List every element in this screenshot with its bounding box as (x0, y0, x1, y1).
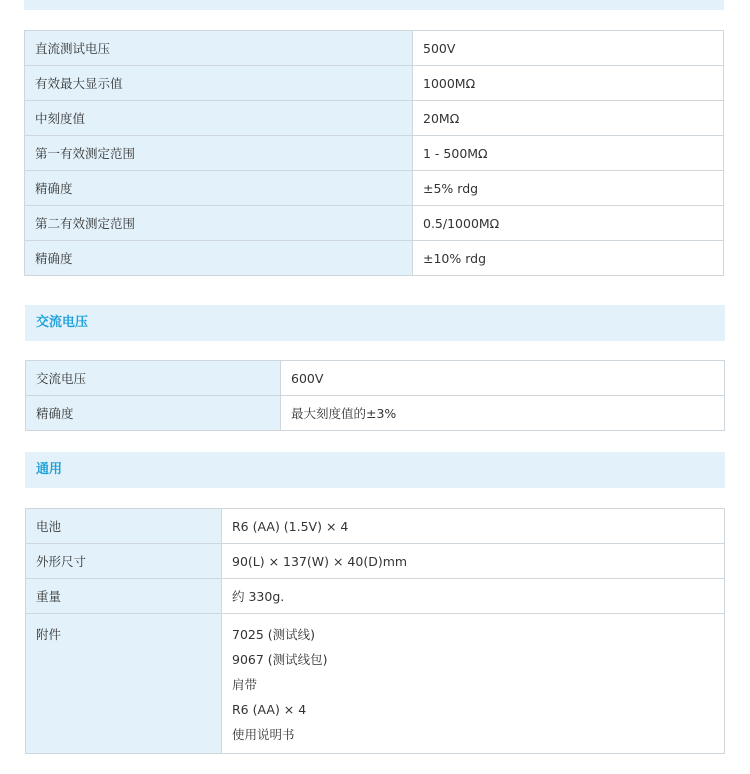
spec-value: 90(L) × 137(W) × 40(D)mm (222, 544, 725, 579)
spec-value: 1000MΩ (413, 66, 724, 101)
table-row (25, 136, 724, 171)
spec-value: 0.5/1000MΩ (413, 206, 724, 241)
spec-label: 精确度 (25, 241, 413, 276)
spec-label: 直流测试电压 (25, 31, 413, 66)
spec-value: 20MΩ (413, 101, 724, 136)
table-row (25, 66, 724, 101)
ac-voltage-table (25, 360, 725, 431)
spec-value: R6 (AA) (1.5V) × 4 (222, 509, 725, 544)
list-item: R6 (AA) × 4 (232, 702, 307, 717)
dc-voltage-table (24, 30, 724, 276)
accessories-list (222, 614, 725, 754)
table-row (25, 241, 724, 276)
list-item: 7025 (测试线) (232, 627, 316, 642)
table-row (26, 361, 725, 396)
spec-value: ±5% rdg (413, 171, 724, 206)
spec-label: 精确度 (25, 171, 413, 206)
spec-label: 重量 (26, 579, 222, 614)
table-row (26, 544, 725, 579)
section-title-ac-voltage: 交流电压 (25, 305, 725, 341)
list-item: 9067 (测试线包) (232, 652, 328, 667)
spec-value: 600V (281, 361, 725, 396)
spec-value: ±10% rdg (413, 241, 724, 276)
spec-label: 交流电压 (26, 361, 281, 396)
spec-label: 中刻度值 (25, 101, 413, 136)
table-row (26, 509, 725, 544)
table-row (25, 31, 724, 66)
spec-value: 500V (413, 31, 724, 66)
section-title-general: 通用 (25, 452, 725, 488)
table-row (25, 101, 724, 136)
spec-value: 最大刻度值的±3% (281, 396, 725, 431)
general-table (25, 508, 725, 754)
table-row (26, 396, 725, 431)
list-item: 肩带 (232, 677, 258, 692)
spec-value: 1 - 500MΩ (413, 136, 724, 171)
table-row (25, 171, 724, 206)
spec-label: 有效最大显示值 (25, 66, 413, 101)
accessories-label: 附件 (36, 627, 62, 642)
spec-label: 外形尺寸 (26, 544, 222, 579)
spec-label: 精确度 (26, 396, 281, 431)
section-header-cut (24, 0, 724, 10)
list-item: 使用说明书 (232, 727, 295, 742)
spec-label: 第一有效测定范围 (25, 136, 413, 171)
table-row (25, 206, 724, 241)
table-row (26, 614, 725, 754)
table-row (26, 579, 725, 614)
spec-label: 第二有效测定范围 (25, 206, 413, 241)
spec-label (26, 614, 222, 754)
spec-value: 约 330g. (222, 579, 725, 614)
spec-label: 电池 (26, 509, 222, 544)
